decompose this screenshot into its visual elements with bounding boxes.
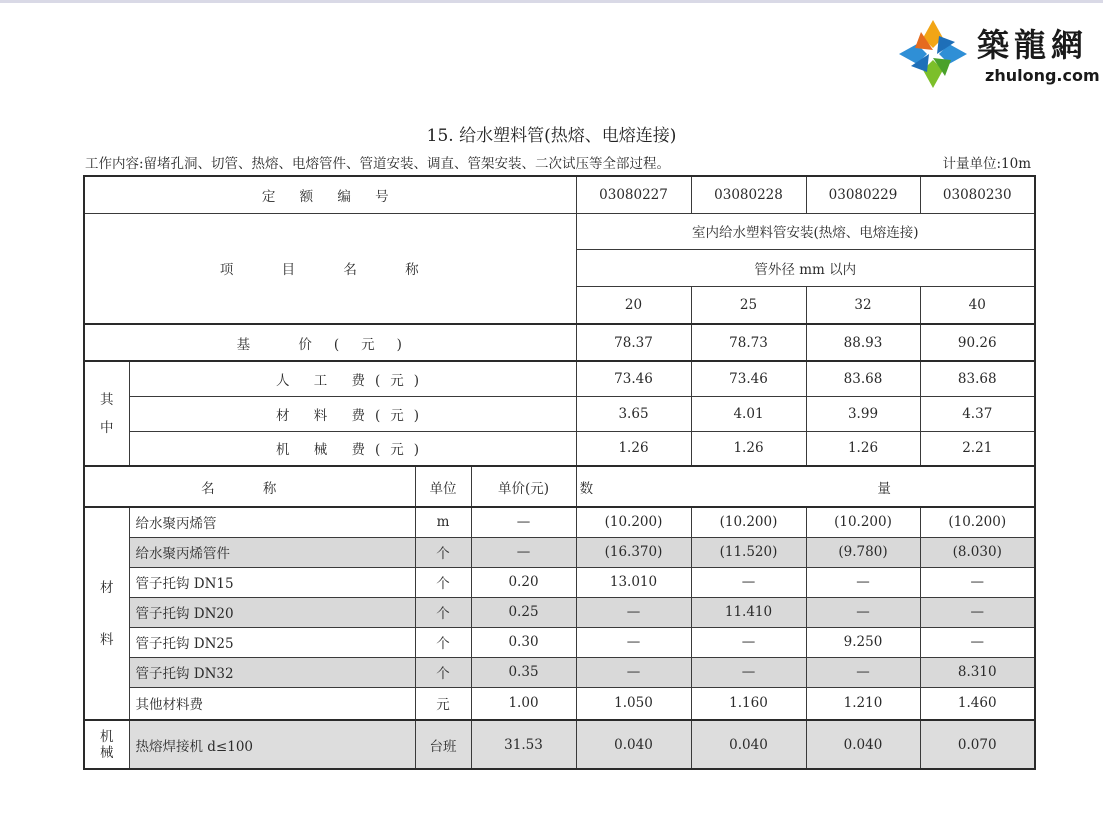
diameter-cell: 32 [806, 286, 920, 324]
base-price-row [84, 324, 1035, 361]
material-row [84, 597, 1035, 627]
base-price-cell: 88.93 [806, 324, 920, 361]
column-header-row [84, 466, 1035, 507]
of-which-label: 其中 [84, 361, 129, 466]
machine-cost-row [84, 431, 1035, 466]
cost-cell: 1.26 [691, 431, 806, 466]
code-cell: 03080228 [691, 176, 806, 213]
quantity-cell: — [691, 627, 806, 657]
quantity-column-header: 数 量 [576, 466, 1035, 507]
cost-cell: 73.46 [691, 361, 806, 396]
cost-cell: 73.46 [576, 361, 691, 396]
top-border [0, 0, 1103, 3]
quantity-cell: 1.160 [691, 687, 806, 720]
quota-code-row [84, 176, 1035, 213]
material-name: 管子托钩 DN32 [129, 657, 415, 687]
install-title: 室内给水塑料管安装(热熔、电熔连接) [576, 213, 1035, 249]
material-price: 0.30 [471, 627, 576, 657]
material-price: 0.20 [471, 567, 576, 597]
material-row [84, 627, 1035, 657]
material-unit: 个 [415, 537, 471, 567]
cost-cell: 2.21 [920, 431, 1035, 466]
material-unit: m [415, 507, 471, 537]
quantity-cell: (16.370) [576, 537, 691, 567]
quantity-cell: (9.780) [806, 537, 920, 567]
code-cell: 03080227 [576, 176, 691, 213]
material-name: 管子托钩 DN25 [129, 627, 415, 657]
work-content: 工作内容:留堵孔洞、切管、热熔、电熔管件、管道安装、调直、管架安装、二次试压等全部过程。 [85, 156, 671, 172]
material-unit: 个 [415, 657, 471, 687]
cost-label: 人 工 费(元) [129, 361, 576, 396]
machine-unit: 台班 [415, 720, 471, 769]
quantity-cell: — [920, 567, 1035, 597]
quantity-cell: (10.200) [806, 507, 920, 537]
machinery-row [84, 720, 1035, 769]
base-price-cell: 78.73 [691, 324, 806, 361]
unit-column-header: 单位 [415, 466, 471, 507]
diameter-label: 管外径 mm 以内 [576, 249, 1035, 286]
cost-cell: 3.99 [806, 396, 920, 431]
material-name: 给水聚丙烯管件 [129, 537, 415, 567]
quantity-cell: — [576, 597, 691, 627]
material-price: 0.35 [471, 657, 576, 687]
quantity-cell: (11.520) [691, 537, 806, 567]
material-unit: 元 [415, 687, 471, 720]
quantity-cell: 1.050 [576, 687, 691, 720]
material-price: 0.25 [471, 597, 576, 627]
quantity-cell: — [806, 657, 920, 687]
machine-name: 热熔焊接机 d≤100 [129, 720, 415, 769]
quantity-cell: — [806, 597, 920, 627]
quantity-cell: 0.040 [806, 720, 920, 769]
quantity-cell: 0.040 [691, 720, 806, 769]
material-row [84, 657, 1035, 687]
material-name: 管子托钩 DN20 [129, 597, 415, 627]
code-cell: 03080229 [806, 176, 920, 213]
cost-cell: 4.01 [691, 396, 806, 431]
item-name-label: 项 目 名 称 [84, 213, 576, 324]
install-title-row [84, 213, 1035, 249]
quantity-cell: (10.200) [691, 507, 806, 537]
quantity-cell: (10.200) [576, 507, 691, 537]
quantity-cell: 8.310 [920, 657, 1035, 687]
base-price-label: 基 价(元) [84, 324, 576, 361]
base-price-cell: 78.37 [576, 324, 691, 361]
quantity-cell: 1.460 [920, 687, 1035, 720]
materials-label: 材料 [84, 507, 129, 720]
cost-cell: 83.68 [920, 361, 1035, 396]
material-row [84, 567, 1035, 597]
quantity-cell: 0.070 [920, 720, 1035, 769]
price-column-header: 单价(元) [471, 466, 576, 507]
quantity-cell: — [576, 657, 691, 687]
material-unit: 个 [415, 597, 471, 627]
cost-cell: 1.26 [806, 431, 920, 466]
machine-price: 31.53 [471, 720, 576, 769]
material-cost-row [84, 396, 1035, 431]
quantity-cell: (8.030) [920, 537, 1035, 567]
material-name: 管子托钩 DN15 [129, 567, 415, 597]
machinery-label: 机械 [84, 720, 129, 769]
material-price: — [471, 537, 576, 567]
diameter-cell: 20 [576, 286, 691, 324]
material-unit: 个 [415, 627, 471, 657]
quantity-cell: 9.250 [806, 627, 920, 657]
material-name: 给水聚丙烯管 [129, 507, 415, 537]
material-row [84, 537, 1035, 567]
code-cell: 03080230 [920, 176, 1035, 213]
cost-cell: 3.65 [576, 396, 691, 431]
material-unit: 个 [415, 567, 471, 597]
material-price: — [471, 507, 576, 537]
quantity-cell: 0.040 [576, 720, 691, 769]
quantity-cell: — [691, 657, 806, 687]
zhulong-logo [893, 12, 1101, 98]
name-column-header: 名 称 [84, 466, 415, 507]
cost-cell: 83.68 [806, 361, 920, 396]
material-price: 1.00 [471, 687, 576, 720]
diameter-cell: 25 [691, 286, 806, 324]
base-price-cell: 90.26 [920, 324, 1035, 361]
quota-table [83, 175, 1036, 770]
measure-unit: 计量单位:10m [942, 156, 1031, 172]
logo-chinese-text: 築龍網 [977, 26, 1089, 64]
cost-label: 机 械 费(元) [129, 431, 576, 466]
logo-english-text: zhulong.com [985, 66, 1100, 85]
diameter-cell: 40 [920, 286, 1035, 324]
quantity-cell: — [920, 597, 1035, 627]
labor-cost-row [84, 361, 1035, 396]
quantity-cell: — [576, 627, 691, 657]
quota-code-label: 定 额 编 号 [84, 176, 576, 213]
pinwheel-logo-icon [897, 18, 969, 90]
material-row [84, 507, 1035, 537]
material-name: 其他材料费 [129, 687, 415, 720]
quantity-cell: 1.210 [806, 687, 920, 720]
section-title: 15. 给水塑料管(热熔、电熔连接) [426, 126, 677, 146]
quantity-cell: (10.200) [920, 507, 1035, 537]
quantity-cell: — [691, 567, 806, 597]
cost-label: 材 料 费(元) [129, 396, 576, 431]
quantity-cell: — [920, 627, 1035, 657]
material-row [84, 687, 1035, 720]
cost-cell: 1.26 [576, 431, 691, 466]
quantity-cell: — [806, 567, 920, 597]
quantity-cell: 11.410 [691, 597, 806, 627]
quantity-cell: 13.010 [576, 567, 691, 597]
cost-cell: 4.37 [920, 396, 1035, 431]
